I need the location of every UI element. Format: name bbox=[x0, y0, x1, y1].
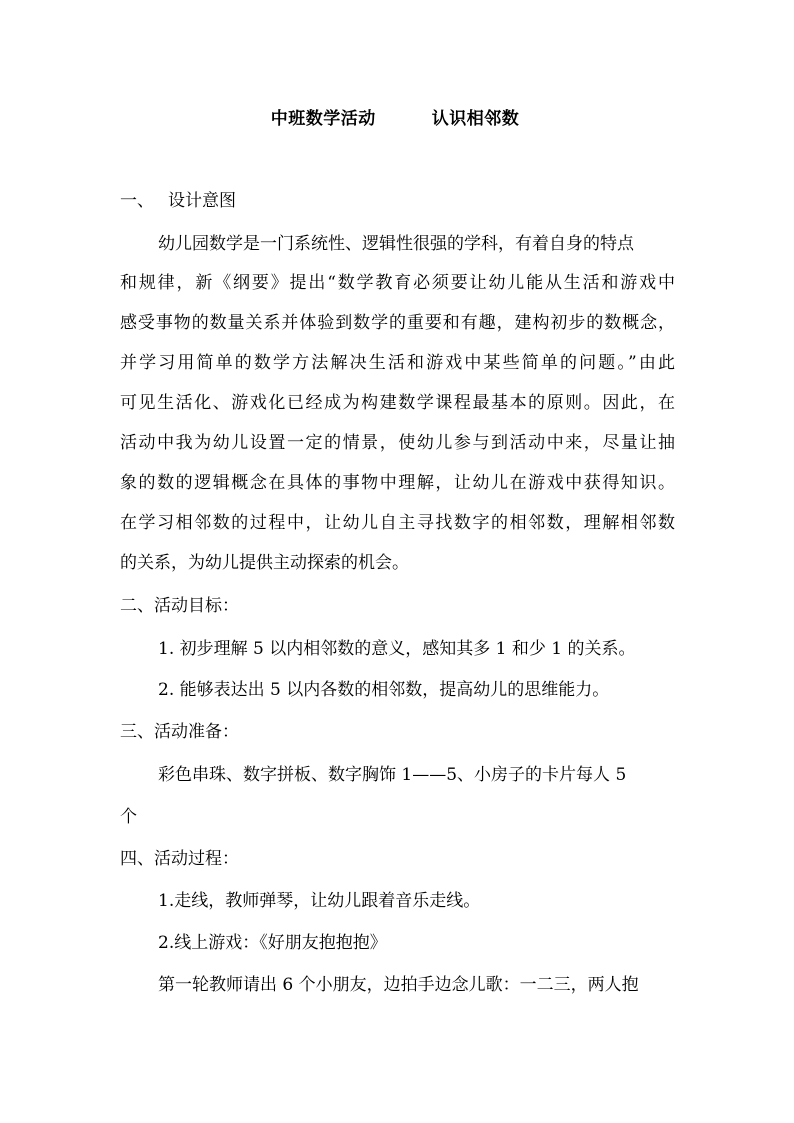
process-line: 1.走线，教师弹琴，让幼儿跟着音乐走线。 bbox=[158, 891, 481, 911]
section-heading-design-intent bbox=[120, 190, 236, 212]
paragraph-line: 可见生活化、游戏化已经成为构建数学课程最基本的原则。因此，在 bbox=[120, 393, 675, 413]
process-line: 2.线上游戏：《好朋友抱抱抱》 bbox=[158, 933, 387, 953]
paragraph-line: 并学习用简单的数学方法解决生活和游戏中某些简单的问题。”由此 bbox=[120, 353, 675, 373]
section-heading-goals: 二、活动目标： bbox=[120, 596, 239, 616]
paragraph-line: 活动中我为幼儿设置一定的情景，使幼儿参与到活动中来，尽量让抽 bbox=[120, 433, 675, 453]
process-line: 第一轮教师请出 6 个小朋友，边拍手边念儿歌：一二三，两人抱 bbox=[158, 975, 639, 995]
paragraph-line: 的关系，为幼儿提供主动探索的机会。 bbox=[120, 553, 409, 573]
section-heading-preparation: 三、活动准备： bbox=[120, 722, 239, 742]
section-title: 设计意图 bbox=[168, 191, 236, 211]
paragraph-line: 在学习相邻数的过程中，让幼儿自主寻找数字的相邻数，理解相邻数 bbox=[120, 513, 675, 533]
preparation-line: 个 bbox=[120, 807, 137, 827]
paragraph-line: 幼儿园数学是一门系统性、逻辑性很强的学科，有着自身的特点 bbox=[158, 234, 634, 254]
paragraph-line: 象的数的逻辑概念在具体的事物中理解，让幼儿在游戏中获得知识。 bbox=[120, 473, 675, 493]
goal-item: 2. 能够表达出 5 以内各数的相邻数，提高幼儿的思维能力。 bbox=[158, 680, 610, 700]
goal-item: 1. 初步理解 5 以内相邻数的意义，感知其多 1 和少 1 的关系。 bbox=[158, 639, 636, 659]
section-number: 一、 bbox=[120, 191, 154, 211]
title-topic: 认识相邻数 bbox=[431, 109, 520, 129]
preparation-line: 彩色串珠、数字拼板、数字胸饰 1——5、小房子的卡片每人 5 bbox=[158, 765, 627, 785]
section-heading-process: 四、活动过程： bbox=[120, 849, 239, 869]
paragraph-line: 和规律，新《纲要》提出“数学教育必须要让幼儿能从生活和游戏中 bbox=[120, 273, 675, 293]
title-activity: 中班数学活动 bbox=[270, 109, 376, 129]
document-title bbox=[0, 104, 794, 129]
paragraph-line: 感受事物的数量关系并体验到数学的重要和有趣，建构初步的数概念， bbox=[120, 313, 675, 333]
